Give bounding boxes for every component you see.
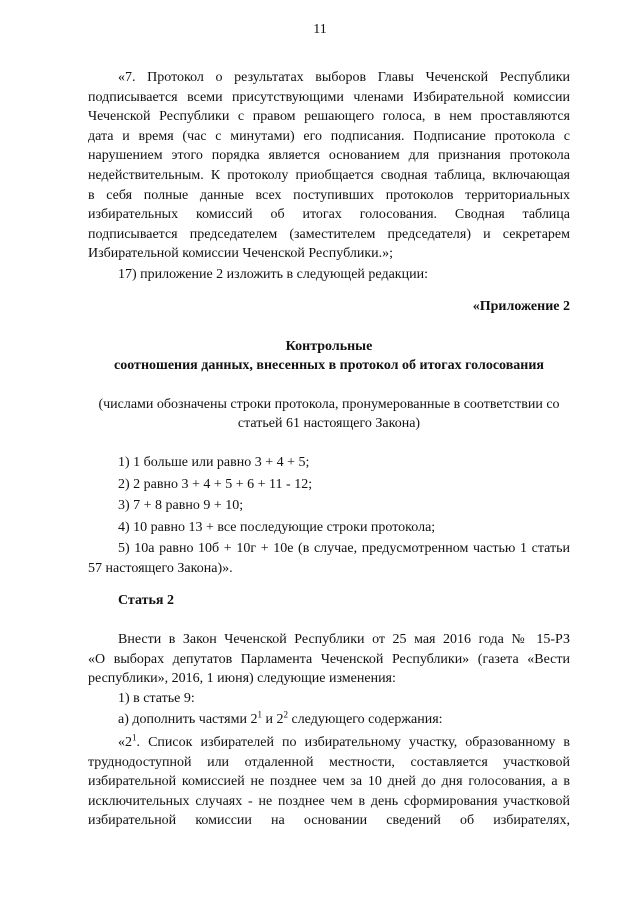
text-line: республики», 2016, 1 июня) следующие изменения: [88, 671, 396, 687]
article-heading: Статья 2 [118, 593, 174, 608]
appendix-label: «Приложение 2 [472, 299, 570, 314]
text-line: избирательной комиссии на основании сведений об избирателях, [88, 813, 570, 829]
article-paragraph [88, 630, 570, 689]
text-line: избирательной комиссией не позднее чем за 10 дней до дня голосования, а в [88, 774, 570, 790]
control-title-2: соотношения данных, внесенных в протокол об итогах голосования [114, 358, 544, 373]
text-line: дата и время (час с минутами) его подписания. Подписание протокола с [88, 128, 570, 144]
quote-text: . Список избирателей по избирательному участку, образованному в [136, 735, 570, 750]
ratio-item: 1) 1 больше или равно 3 + 4 + 5; [118, 455, 310, 470]
ratio-item: 2) 2 равно 3 + 4 + 5 + 6 + 11 - 12; [118, 476, 313, 492]
protocol-paragraph [88, 68, 570, 264]
note-line-2: статьей 61 настоящего Закона) [237, 416, 421, 431]
text-line: подписывается председателем (заместителем председателя) и секретарем [88, 226, 570, 242]
text-line: «7. Протокол о результатах выборов Главы Чеченской Республики [118, 70, 570, 85]
text-line: «О выборах депутатов Парламента Чеченской Республики» (газета «Вести [88, 651, 570, 667]
ratio-item: 5) 10а равно 10б + 10г + 10е (в случае, предусмотренном частью 1 статьи [118, 541, 570, 557]
sub-item-a-text: следующего содержания: [287, 712, 443, 727]
text-line: исключительных случаях - не позднее чем в день сформирования участковой [88, 793, 570, 809]
superscript: 2 [283, 709, 288, 720]
sub-item-a-text: а) дополнить частями 2 [118, 712, 258, 727]
sub-item-a [88, 710, 570, 730]
text-line [88, 733, 570, 753]
superscript: 1 [132, 732, 137, 743]
quoted-paragraph [88, 733, 570, 831]
text-line: нарушением этого порядка является основанием для признания протокола [88, 148, 570, 164]
quote-lead: «2 [118, 735, 132, 750]
ratio-item: 3) 7 + 8 равно 9 + 10; [118, 498, 244, 514]
ratio-item-continuation: 57 настоящего Закона)». [88, 560, 233, 576]
text-line: труднодоступной или отдаленной местности, составляется участковой [88, 754, 570, 770]
sub-item-a-text: и 2 [261, 712, 284, 727]
text-line: Избирательной комиссии Чеченской Республики.»; [88, 246, 394, 262]
control-title-1: Контрольные [285, 339, 373, 354]
text-line: Чеченской Республики с правом решающего голоса, в нем проставляются [88, 109, 570, 125]
ratio-list [88, 453, 570, 579]
text-line: в себя полные данные всех поступивших протоколов территориальных [88, 187, 570, 203]
item-17: 17) приложение 2 изложить в следующей редакции: [118, 267, 428, 282]
sub-item-1: 1) в статье 9: [118, 691, 195, 706]
superscript: 1 [257, 709, 262, 720]
ratio-item: 4) 10 равно 13 + все последующие строки протокола; [118, 519, 436, 535]
text-line: избирательных комиссий об итогах голосования. Сводная таблица [88, 207, 570, 223]
text-line: недействительным. К протоколу приобщается сводная таблица, включающая [88, 167, 570, 183]
page-number: 11 [313, 22, 327, 37]
note-line-1: (числами обозначены строки протокола, пронумерованные в соответствии со [98, 397, 560, 412]
text-line: Внести в Закон Чеченской Республики от 25 мая 2016 года № 15-РЗ [118, 632, 570, 647]
text-line: подписывается всеми присутствующими членами Избирательной комиссии [88, 89, 570, 105]
